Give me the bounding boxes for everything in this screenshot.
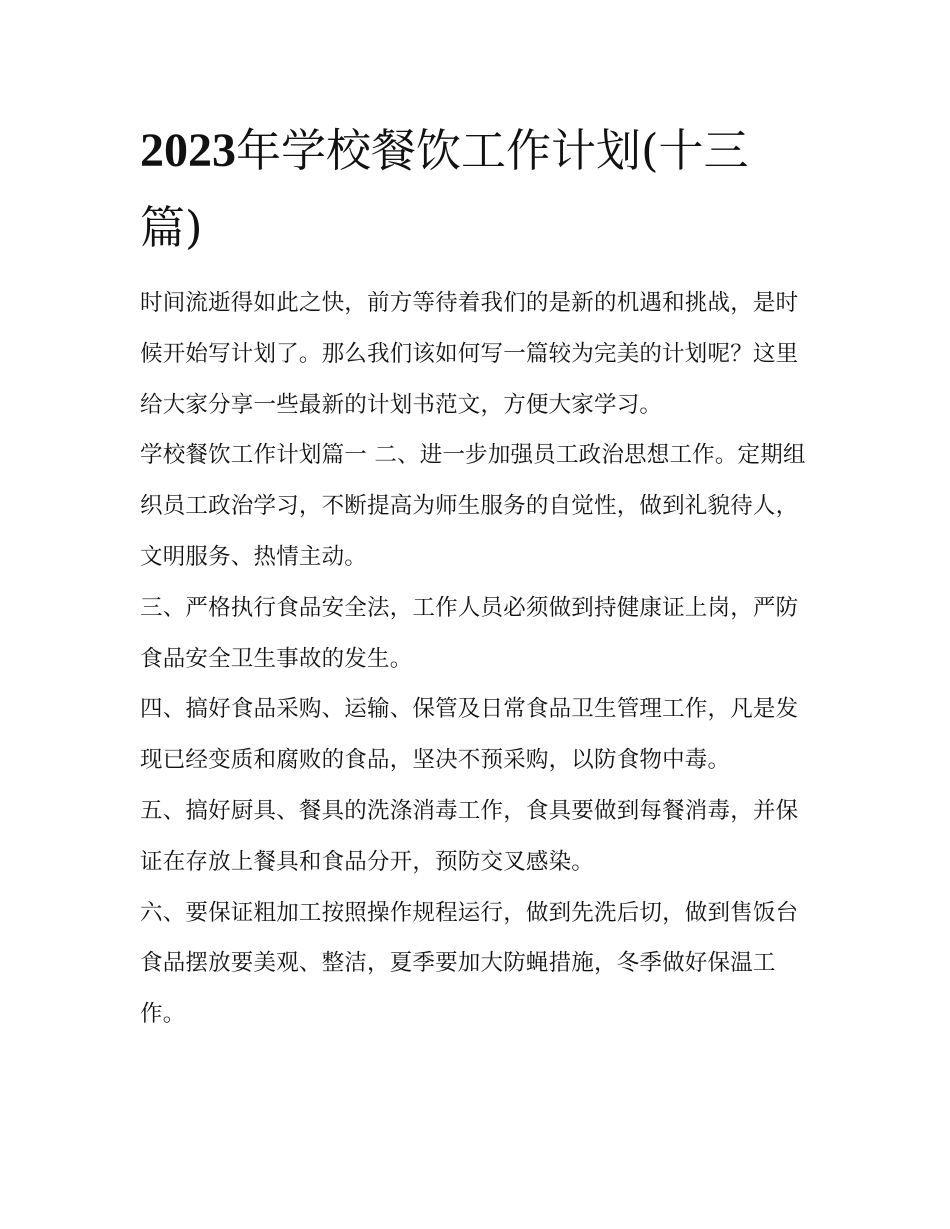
document-body bbox=[140, 278, 820, 1040]
title-text: 年学校餐饮工作计划(十三篇) bbox=[140, 124, 749, 254]
section-6-paragraph: 六、要保证粗加工按照操作规程运行，做到先洗后切，做到售饭台食品摆放要美观、整洁，夏季要加大防蝇措施，冬季做好保温工作。 bbox=[140, 899, 799, 1028]
section-2-paragraph: 学校餐饮工作计划篇一 二、进一步加强员工政治思想工作。定期组织员工政治学习，不断提高为师生服务的自觉性，做到礼貌待人，文明服务、热情主动。 bbox=[140, 442, 806, 570]
document-title bbox=[140, 112, 800, 266]
section-4-paragraph: 四、搞好食品采购、运输、保管及日常食品卫生管理工作，凡是发现已经变质和腐败的食品，坚决不预采购，以防食物中毒。 bbox=[140, 696, 799, 774]
intro-paragraph: 时间流逝得如此之快，前方等待着我们的是新的机遇和挑战，是时候开始写计划了。那么我们该如何写一篇较为完美的计划呢？这里给大家分享一些最新的计划书范文，方便大家学习。 bbox=[140, 290, 799, 418]
section-5-paragraph: 五、搞好厨具、餐具的洗涤消毒工作，食具要做到每餐消毒，并保证在存放上餐具和食品分开，预防交叉感染。 bbox=[140, 797, 799, 875]
section-3-paragraph: 三、严格执行食品安全法，工作人员必须做到持健康证上岗，严防食品安全卫生事故的发生。 bbox=[140, 594, 799, 672]
title-year: 2023 bbox=[140, 124, 236, 177]
